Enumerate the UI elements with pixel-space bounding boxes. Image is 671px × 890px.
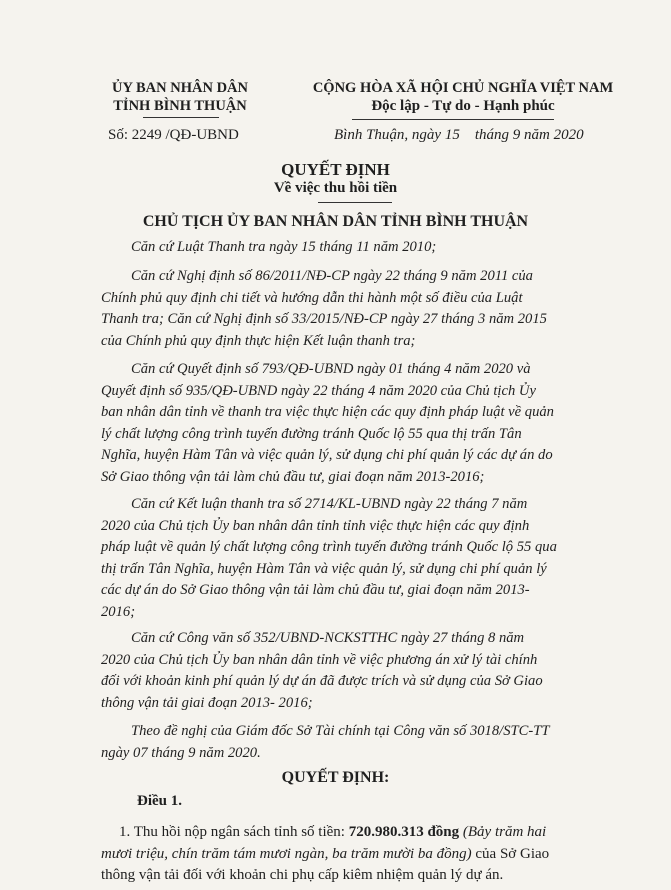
org-line-2: TỈNH BÌNH THUẬN <box>113 98 247 114</box>
national-header <box>278 79 648 115</box>
legal-basis-2 <box>101 266 613 352</box>
issue-date: Bình Thuận, ngày 15 tháng 9 năm 2020 <box>334 127 584 143</box>
text-line: Sở Giao thông vận tải làm chủ đầu tư, giai đoạn năm 2013-2016; <box>101 468 485 485</box>
nation-name: CỘNG HÒA XÃ HỘI CHỦ NGHĨA VIỆT NAM <box>312 80 614 96</box>
legal-basis-4 <box>101 494 613 623</box>
text-line <box>101 844 621 866</box>
text-line: đối với khoản kinh phí quản lý dự án đã được trích và sử dụng của Sở Giao <box>101 673 543 689</box>
item-prefix: 1. Thu hồi nộp ngân sách tỉnh số tiền: <box>119 824 349 840</box>
amount-in-words: (Bảy trăm hai <box>459 824 547 840</box>
text-line: Căn cứ Quyết định số 793/QĐ-UBND ngày 01 tháng 4 năm 2020 và <box>131 361 531 377</box>
divider-title <box>318 202 392 203</box>
text-line: 2020 của Chủ tịch Ủy ban nhân dân tỉnh tỉnh việc thực hiện các quy định <box>101 517 530 534</box>
text-line: 2016; <box>101 603 136 620</box>
org-line-1: ỦY BAN NHÂN DÂN <box>111 80 248 96</box>
text-line: thông vận tải đối với khoản chi phụ cấp kiêm nhiệm quản lý dự án. <box>101 867 504 883</box>
proposal-basis <box>101 721 613 764</box>
text-line: Căn cứ Công văn số 352/UBND-NCKSTTHC ngày 27 tháng 8 năm <box>131 630 525 646</box>
document-subject: Về việc thu hồi tiền <box>273 180 398 196</box>
text-line: ban nhân dân tỉnh về thanh tra việc thực hiện các quy định pháp luật về quản <box>101 404 554 420</box>
signing-authority: CHỦ TỊCH ỦY BAN NHÂN DÂN TỈNH BÌNH THUẬN <box>142 213 529 230</box>
divider-right <box>352 119 554 120</box>
text-line: Nghĩa, huyện Hàm Tân và việc quản lý, sử dụng chi phí quản lý các dự án do <box>101 447 553 463</box>
amount-in-words-cont: mươi triệu, chín trăm tám mươi ngàn, ba trăm mười ba đồng) <box>101 845 472 862</box>
legal-basis-1 <box>101 237 613 259</box>
national-motto: Độc lập - Tự do - Hạnh phúc <box>371 98 555 114</box>
article-1-label: Điều 1. <box>137 793 182 809</box>
document-title: QUYẾT ĐỊNH <box>281 160 390 179</box>
text-line: các dự án do Sở Giao thông vận tải làm chủ đầu tư, giai đoạn năm 2013- <box>101 582 530 598</box>
legal-basis-3 <box>101 359 613 488</box>
text-line: Căn cứ Kết luận thanh tra số 2714/KL-UBND ngày 22 tháng 7 năm <box>131 496 528 512</box>
text-line: Thanh tra; Căn cứ Nghị định số 33/2015/NĐ-CP ngày 27 tháng 3 năm 2015 <box>101 311 547 327</box>
text-line: ngày 07 tháng 9 năm 2020. <box>101 744 261 761</box>
text-line: Căn cứ Luật Thanh tra ngày 15 tháng 11 năm 2010; <box>131 239 437 255</box>
text-line: thị trấn Tân Nghĩa, huyện Hàm Tân và việc quản lý, sử dụng chi phí quản lý <box>101 560 547 577</box>
text-line <box>101 822 621 844</box>
text-line: Căn cứ Nghị định số 86/2011/NĐ-CP ngày 22 tháng 9 năm 2011 của <box>131 268 533 284</box>
article-1-item-1 <box>101 822 621 887</box>
text-line: Theo đề nghị của Giám đốc Sở Tài chính tại Công văn số 3018/STC-TT <box>131 723 550 739</box>
text-line: 2020 của Chủ tịch Ủy ban nhân dân tỉnh về việc phương án xử lý tài chính <box>101 651 538 668</box>
divider-left <box>143 117 219 118</box>
text-line: lý chất lượng công trình tuyến đường tránh Quốc lộ 55 qua thị trấn Tân <box>101 425 522 442</box>
issuing-authority <box>100 79 260 115</box>
decision-number: Số: 2249 /QĐ-UBND <box>108 127 239 143</box>
text-line: thông vận tải giai đoạn 2013- 2016; <box>101 694 313 711</box>
text-line: của Chính phủ quy định thực hiện Kết luận thanh tra; <box>101 332 416 349</box>
legal-basis-5 <box>101 628 613 714</box>
recovery-amount: 720.980.313 đồng <box>348 824 460 840</box>
item-text: của Sở Giao <box>471 845 550 862</box>
text-line: Quyết định số 935/QĐ-UBND ngày 22 tháng 4 năm 2020 của Chủ tịch Ủy <box>101 382 536 399</box>
text-line: pháp luật về quản lý chất lượng công trình tuyến đường tránh Quốc lộ 55 qua <box>101 539 557 555</box>
decision-heading: QUYẾT ĐỊNH: <box>281 769 390 786</box>
text-line: Chính phủ quy định chi tiết và hướng dẫn thi hành một số điều của Luật <box>101 289 523 306</box>
